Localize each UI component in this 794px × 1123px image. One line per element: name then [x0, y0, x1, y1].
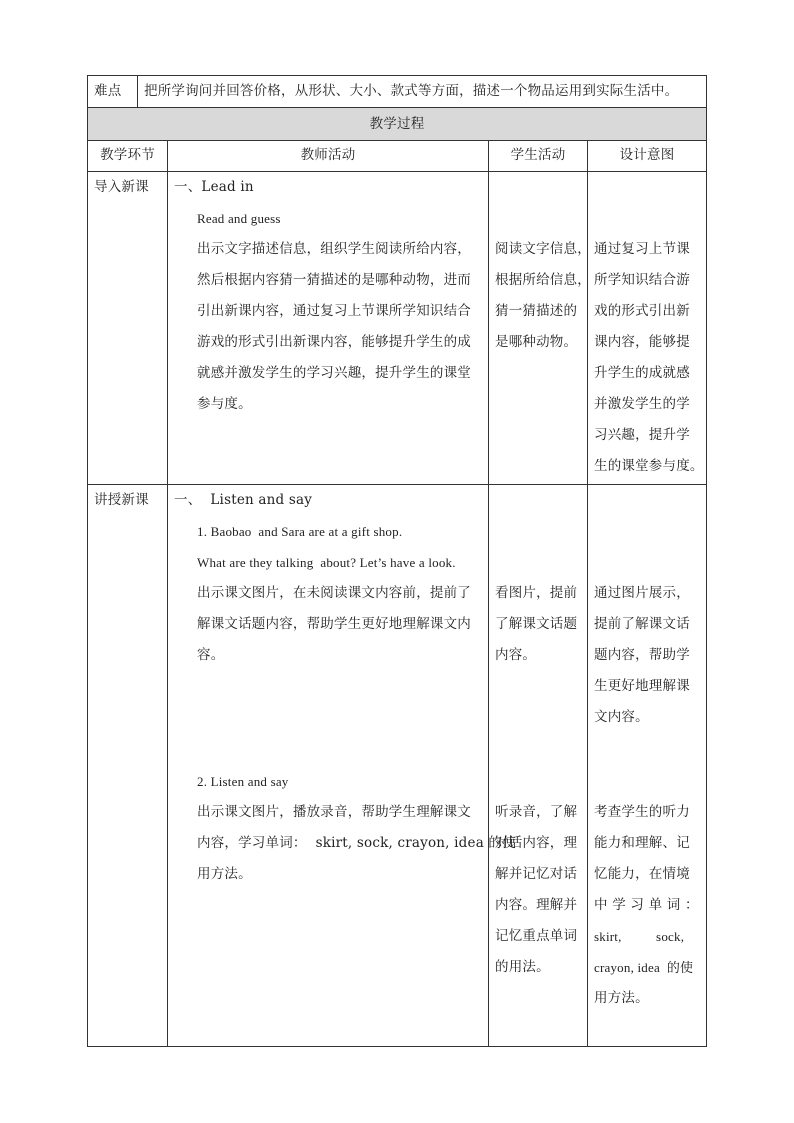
design-line: 习兴趣，提升学 — [594, 427, 690, 443]
teacher-line: 解课文话题内容，帮助学生更好地理解课文内 — [197, 616, 471, 632]
teacher-line: 游戏的形式引出新课内容，能够提升学生的成 — [197, 334, 471, 350]
teacher-line: 就感并激发学生的学习兴趣，提升学生的课堂 — [197, 365, 471, 381]
teacher-line: 2. Listen and say — [197, 774, 289, 789]
design-line: 戏的形式引出新 — [594, 303, 690, 319]
table-line — [137, 75, 138, 108]
teacher-line: 参与度。 — [197, 396, 252, 412]
student-line: 内容。理解并 — [495, 897, 578, 913]
teacher-line: 然后根据内容猜一猜描述的是哪种动物，进而 — [197, 272, 471, 288]
student-line: 听录音，了解 — [495, 804, 578, 820]
header-teacher-activity: 教师活动 — [300, 147, 356, 163]
table-line — [87, 107, 707, 108]
design-line: crayon, idea 的使 — [594, 960, 694, 975]
section-title: 教学过程 — [369, 116, 425, 132]
header-student-activity: 学生活动 — [510, 147, 566, 163]
table-border-right — [706, 75, 707, 1047]
design-line: 能力和理解、记 — [594, 835, 690, 851]
student-line: 阅读文字信息， — [495, 241, 591, 257]
design-line: 生更好地理解课 — [594, 678, 690, 694]
table-line — [488, 140, 489, 1047]
table-line — [167, 140, 168, 1047]
teacher-line: 出示文字描述信息，组织学生阅读所给内容， — [197, 241, 471, 257]
teacher-line: 1. Baobao and Sara are at a gift shop. — [197, 524, 403, 539]
design-line: 升学生的成就感 — [594, 365, 690, 381]
stage-label: 导入新课 — [94, 179, 149, 195]
teacher-line: 容。 — [197, 647, 225, 663]
student-line: 是哪种动物。 — [495, 334, 578, 350]
student-line: 记忆重点单词 — [495, 928, 578, 944]
header-stage: 教学环节 — [100, 147, 155, 163]
table-border-bottom — [87, 1046, 707, 1047]
design-line: 忆能力，在情境 — [594, 866, 690, 882]
teacher-line: 一、Lead in — [174, 179, 254, 195]
teacher-line: What are they talking about? Let’s have a look. — [197, 555, 456, 570]
stage-label: 讲授新课 — [94, 492, 149, 508]
design-line: 题内容，帮助学 — [594, 647, 690, 663]
student-line: 猜一猜描述的 — [495, 303, 578, 319]
design-line: 文内容。 — [594, 709, 649, 725]
student-line: 了解课文话题 — [495, 616, 578, 632]
student-line: 看图片，提前 — [495, 585, 578, 601]
teacher-line: Read and guess — [197, 211, 281, 226]
design-line: 考查学生的听力 — [594, 804, 690, 820]
student-line: 解并记忆对话 — [495, 866, 578, 882]
design-line: 并激发学生的学 — [594, 396, 690, 412]
teacher-line: 出示课文图片，播放录音，帮助学生理解课文 — [197, 804, 471, 820]
design-line: 通过复习上节课 — [594, 241, 690, 257]
design-line: 所学知识结合游 — [594, 272, 690, 288]
design-line: 中 学 习 单 词 ： — [594, 897, 699, 913]
header-design-intent: 设计意图 — [619, 147, 675, 163]
teacher-line: 出示课文图片，在未阅读课文内容前，提前了 — [197, 585, 471, 601]
design-line: 提前了解课文话 — [594, 616, 690, 632]
design-line: 课内容，能够提 — [594, 334, 690, 350]
student-line: 的用法。 — [495, 959, 550, 975]
design-line: skirt, sock, — [594, 929, 685, 944]
teacher-line: 用方法。 — [197, 866, 252, 882]
teacher-line: 引出新课内容，通过复习上节课所学知识结合 — [197, 303, 471, 319]
teacher-line: 一、 Listen and say — [174, 492, 313, 508]
difficulty-label: 难点 — [94, 83, 122, 99]
student-line: 内容。 — [495, 647, 537, 663]
teacher-line: 内容，学习单词： skirt, sock, crayon, idea 的使 — [197, 835, 516, 851]
design-line: 生的课堂参与度。 — [594, 458, 704, 474]
table-border-left — [87, 75, 88, 1047]
difficulty-text: 把所学询问并回答价格，从形状、大小、款式等方面，描述一个物品运用到实际生活中。 — [144, 83, 679, 99]
design-line: 用方法。 — [594, 990, 649, 1006]
design-line: 通过图片展示， — [594, 585, 690, 601]
student-line: 根据所给信息， — [495, 272, 591, 288]
student-line: 对话内容，理 — [495, 835, 578, 851]
